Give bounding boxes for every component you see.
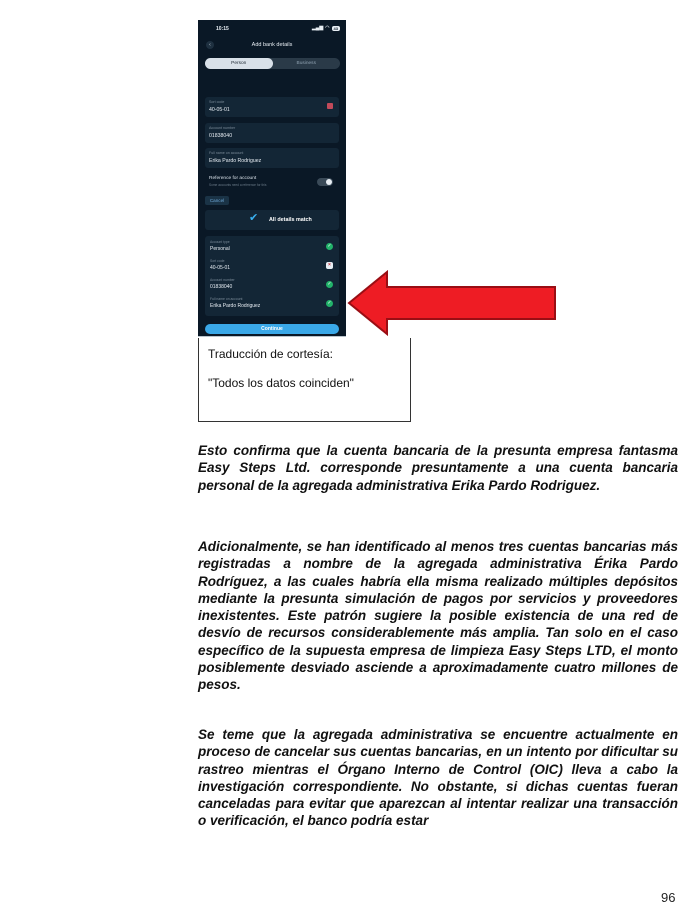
translation-text: "Todos los datos coinciden" bbox=[208, 376, 354, 390]
full-name-field[interactable] bbox=[205, 148, 339, 168]
reference-hint: Some accounts need a reference for this bbox=[209, 183, 267, 187]
calculator-icon[interactable] bbox=[327, 103, 333, 109]
cross-icon: × bbox=[326, 262, 333, 269]
summary-card bbox=[205, 236, 339, 316]
account-number-label: Account number bbox=[209, 126, 236, 130]
paragraph-3: Se teme que la agregada administrativa se encuentre actualmente en proceso de cancelar sus cuentas bancarias, en un intento por dificultar su rastreo mientras el Órgano Interno de Control (OIC) lleva a cabo la investigación correspondiente. No obstante, si dichas cuentas fueran canceladas para evitar que aparezcan al intentar realizar una transacción o verificación, el banco podría estar bbox=[198, 727, 678, 829]
back-icon[interactable]: ‹ bbox=[206, 41, 214, 49]
paragraph-2: Adicionalmente, se han identificado al menos tres cuentas bancarias más registradas a nombre de la agregada administrativa Érika Pardo Rodríguez, a las cuales habría ella misma realizado múltiples depósitos mediante la presunta simulación de pagos por servicios y proveedores inexistentes. Este patrón sugiere la posible existencia de una red de desvío de recursos considerablemente más amplia. Tan solo en el caso específico de la supuesta empresa de limpieza Easy Steps LTD, el monto posiblemente desviado asciende a aproximadamente cuatro millones de pesos. bbox=[198, 539, 678, 693]
translation-heading: Traducción de cortesía: bbox=[208, 347, 333, 361]
page-number: 96 bbox=[661, 890, 676, 905]
check-circle-icon: ✓ bbox=[327, 281, 332, 287]
summary-value: 01838040 bbox=[210, 284, 233, 290]
summary-row-sort-code bbox=[205, 257, 339, 275]
phone-screenshot bbox=[198, 20, 346, 337]
check-circle-icon: ✓ bbox=[327, 300, 332, 306]
status-time: 10:15 bbox=[216, 26, 229, 32]
translation-box bbox=[198, 338, 411, 422]
paragraph-1: Esto confirma que la cuenta bancaria de la presunta empresa fantasma Easy Steps Ltd. corresponde presuntamente a una cuenta bancaria personal de la agregada administrativa Erika Pardo Rodriguez. bbox=[198, 443, 678, 493]
wifi-icon: ◠ bbox=[325, 25, 330, 31]
reference-row bbox=[205, 173, 339, 191]
status-icons bbox=[312, 25, 340, 31]
signal-icon: ▂▄▆ bbox=[311, 25, 324, 31]
battery-icon: 43 bbox=[333, 25, 338, 31]
summary-row-account-number bbox=[205, 276, 339, 294]
summary-label: Account number bbox=[210, 278, 235, 282]
checkmark-icon: ✔ bbox=[249, 212, 259, 224]
reference-toggle[interactable] bbox=[317, 178, 333, 186]
summary-row-full-name bbox=[205, 295, 339, 313]
summary-value: Erika Pardo Rodriguez bbox=[210, 303, 261, 309]
summary-label: Sort code bbox=[210, 259, 225, 263]
summary-label: Account type bbox=[210, 240, 230, 244]
red-arrow-icon bbox=[347, 270, 557, 336]
account-number-value: 01838040 bbox=[209, 133, 233, 139]
summary-value: 40-05-01 bbox=[210, 265, 231, 271]
account-number-field[interactable] bbox=[205, 123, 339, 143]
match-text: All details match bbox=[269, 217, 312, 223]
match-banner bbox=[205, 210, 339, 230]
summary-label: Full name on account bbox=[210, 297, 243, 301]
segment-business[interactable]: Business bbox=[296, 61, 316, 66]
status-bar bbox=[198, 20, 346, 34]
sort-code-value: 40-05-01 bbox=[209, 107, 230, 113]
divider bbox=[198, 336, 346, 337]
segment-person[interactable]: Person bbox=[205, 58, 273, 69]
full-name-value: Erika Pardo Rodriguez bbox=[209, 158, 262, 164]
summary-row-account-type bbox=[205, 238, 339, 256]
check-circle-icon: ✓ bbox=[327, 243, 332, 249]
continue-button[interactable]: Continue bbox=[205, 324, 339, 334]
nav-bar bbox=[198, 38, 346, 52]
summary-value: Personal bbox=[210, 246, 230, 252]
sort-code-field[interactable] bbox=[205, 97, 339, 117]
cancel-button[interactable]: Cancel bbox=[205, 196, 229, 205]
full-name-label: Full name on account bbox=[209, 151, 244, 155]
screen-title: Add bank details bbox=[251, 42, 293, 48]
sort-code-label: Sort code bbox=[209, 100, 225, 104]
reference-label: Reference for account bbox=[209, 176, 257, 181]
account-type-segmented-control bbox=[205, 58, 340, 69]
